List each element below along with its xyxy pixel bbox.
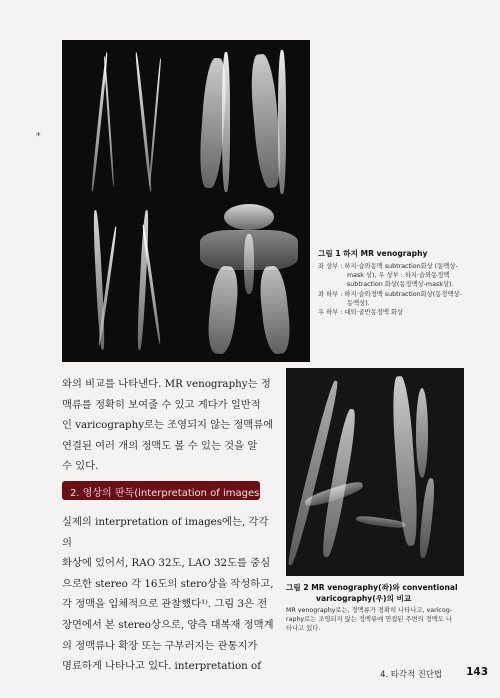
figure-1-caption-line: mask 상), 우 상부 : 하지·슬와동정맥	[347, 272, 450, 280]
section-paragraph	[62, 512, 276, 677]
text-line: 각 정맥을 입체적으로 관찰했다¹⁾. 그림 3은 전	[62, 598, 268, 611]
figure-1-caption-line: 우 하부 : 대퇴·골반동정맥 화상	[318, 309, 404, 317]
figure-1-caption-line: 동맥상).	[347, 299, 370, 307]
figure-1-caption-line: 좌 하부 : 하지·슬와정맥 subtraction화상(동정맥상-	[318, 290, 462, 298]
figure-1-panel-bottom-left	[76, 206, 176, 356]
text-line: 인 varicography로는 조영되지 않는 정맥류에	[62, 419, 274, 432]
figure-2-title-cont: varicography(우)의 비교	[316, 594, 412, 603]
figure-2-caption	[286, 582, 490, 634]
figure-1-caption-line: 좌 상부 : 하지·슬와동맥 subtraction화상 (동맥상-	[318, 263, 458, 270]
figure-1-panel-top-right	[192, 44, 304, 196]
figure-2-title: 그림 2 MR venography(좌)와 conventional	[286, 583, 458, 592]
text-line: 맥류를 정확히 보여줄 수 있고 게다가 일반적	[62, 398, 261, 411]
figure-1-caption-line: subtraction 화상(동정맥상-mask상).	[347, 281, 454, 289]
figure-1-panel-top-left	[76, 46, 176, 196]
figure-1-panel-bottom-right	[190, 200, 308, 358]
margin-mark: *	[36, 132, 41, 142]
text-line: 장면에서 본 stereo상으로, 양측 대복재 정맥계	[62, 618, 274, 631]
figure-1-caption	[318, 248, 494, 317]
text-line: 명료하게 나타나고 있다. interpretation of	[62, 660, 262, 673]
figure-2-caption-line: MR venography로는, 정맥류가 정확히 나타나고, varicog-	[286, 607, 453, 614]
page-number: 143	[466, 666, 488, 678]
intro-paragraph	[62, 374, 276, 477]
footer-chapter: 4. 타각적 진단법	[380, 669, 442, 679]
text-line: 실제의 interpretation of images에는, 각각의	[62, 516, 269, 549]
text-line: 의 정맥류나 확장 또는 구부러지는 관통지가	[62, 639, 258, 652]
text-line: 수 있다.	[62, 460, 99, 473]
section-heading: 2. 영상의 판독(interpretation of images)	[70, 488, 264, 499]
text-line: 화상에 있어서, RAO 32도, LAO 32도를 중심	[62, 557, 271, 570]
text-line: 와의 비교를 나타낸다. MR venography는 정	[62, 378, 271, 390]
figure-1-title: 그림 1 하지 MR venography	[318, 249, 428, 258]
figure-2-image	[286, 368, 464, 576]
text-line: 연결된 여러 개의 정맥도 볼 수 있는 것을 알	[62, 439, 258, 452]
figure-2-caption-line: raphy로는 조영되지 않는 정맥류에 연접된 주변의 정맥도 나	[286, 616, 452, 624]
text-line: 으로한 stereo 각 16도의 stero상을 작성하고,	[62, 577, 274, 590]
figure-1-image	[62, 40, 310, 362]
figure-2-caption-line: 타나고 있다.	[286, 625, 321, 633]
